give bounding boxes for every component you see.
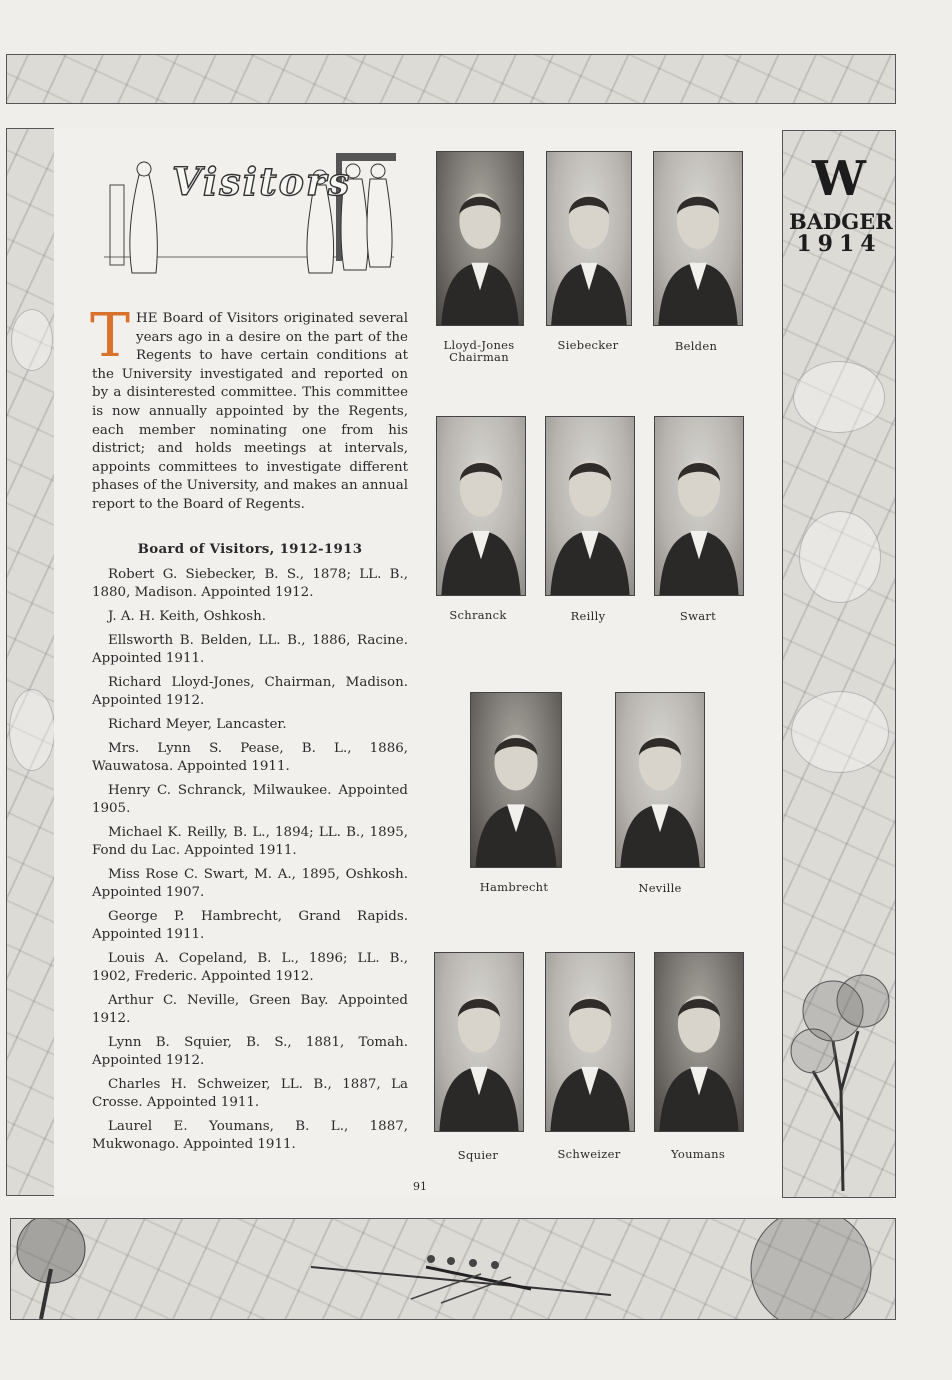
bottom-decorative-border — [10, 1218, 896, 1320]
badge-year: 1914 — [796, 231, 882, 257]
members-list — [92, 566, 408, 1160]
portrait-photo — [545, 952, 635, 1132]
list-item: Ellsworth B. Belden, LL. B., 1886, Racine. Appointed 1911. — [92, 633, 408, 666]
portrait-caption: Youmans — [670, 1147, 726, 1161]
badge-name: BADGER — [789, 209, 893, 234]
portrait-silhouette — [546, 417, 634, 595]
portrait-caption: Hambrecht — [479, 880, 549, 894]
list-item: Arthur C. Neville, Green Bay. Appointed 1912. — [92, 993, 408, 1026]
portrait-photo — [436, 151, 524, 326]
list-item: Laurel E. Youmans, B. L., 1887, Mukwonago. Appointed 1911. — [92, 1119, 408, 1152]
cloud-decoration — [791, 691, 889, 773]
page-number: 91 — [413, 1180, 427, 1193]
members-heading: Board of Visitors, 1912-1913 — [137, 541, 363, 557]
portrait-silhouette — [435, 953, 523, 1131]
portrait-caption: Belden — [674, 339, 718, 353]
portrait-name: Lloyd-Jones — [443, 338, 515, 352]
portrait-silhouette — [616, 693, 704, 867]
list-item: Michael K. Reilly, B. L., 1894; LL. B., 1895, Fond du Lac. Appointed 1911. — [92, 825, 408, 858]
portrait-caption: Swart — [679, 609, 717, 623]
right-decorative-border — [782, 130, 896, 1198]
list-item: Robert G. Siebecker, B. S., 1878; LL. B., 1880, Madison. Appointed 1912. — [92, 567, 408, 600]
portrait-caption: Schweizer — [557, 1147, 621, 1161]
portrait-silhouette — [655, 417, 743, 595]
portrait-photo — [654, 952, 744, 1132]
list-item: Richard Lloyd-Jones, Chairman, Madison. Appointed 1912. — [92, 675, 408, 708]
portrait-photo — [615, 692, 705, 868]
intro-paragraph — [90, 301, 408, 515]
cloud-decoration — [11, 309, 53, 371]
portrait-silhouette — [654, 152, 742, 325]
portrait-silhouette — [547, 152, 631, 325]
drop-cap: T — [90, 301, 131, 371]
list-item: Charles H. Schweizer, LL. B., 1887, La Crosse. Appointed 1911. — [92, 1077, 408, 1110]
list-item: George P. Hambrecht, Grand Rapids. Appointed 1911. — [92, 909, 408, 942]
portrait-silhouette — [655, 953, 743, 1131]
top-decorative-border — [6, 54, 896, 104]
list-item: J. A. H. Keith, Oshkosh. — [108, 609, 266, 624]
list-item: Henry C. Schranck, Milwaukee. Appointed 1905. — [92, 783, 408, 816]
portrait-silhouette — [471, 693, 561, 867]
portrait-photo — [545, 416, 635, 596]
portrait-photo — [434, 952, 524, 1132]
portrait-silhouette — [437, 417, 525, 595]
portrait-caption: Reilly — [570, 609, 606, 623]
cloud-decoration — [799, 511, 881, 603]
intro-text: HE Board of Visitors originated several years ago in a desire on the part of the Regents to have certain conditions at the University investigated and reported on by a disinterested committee. This committee is now annually appointed by the Regents, each member nominating one from his district; and holds meetings at intervals, appoints committees to investigate different phases of the University, and makes an annual report to the Board of Regents. — [92, 311, 408, 512]
list-item: Lynn B. Squier, B. S., 1881, Tomah. Appointed 1912. — [92, 1035, 408, 1068]
left-decorative-border — [6, 128, 56, 1196]
section-title: Visitors — [172, 159, 352, 204]
portrait-photo — [546, 151, 632, 326]
portrait-photo — [653, 151, 743, 326]
cloud-decoration — [9, 689, 55, 771]
cloud-decoration — [793, 361, 885, 433]
list-item: Richard Meyer, Lancaster. — [108, 717, 287, 732]
portrait-photo — [470, 692, 562, 868]
portrait-silhouette — [437, 152, 523, 325]
list-item: Miss Rose C. Swart, M. A., 1895, Oshkosh. Appointed 1907. — [92, 867, 408, 900]
portrait-silhouette — [546, 953, 634, 1131]
list-item: Louis A. Copeland, B. L., 1896; LL. B., 1902, Frederic. Appointed 1912. — [92, 951, 408, 984]
portrait-caption: Schranck — [449, 608, 507, 622]
portrait-caption: Squier — [457, 1148, 499, 1162]
portrait-photo — [654, 416, 744, 596]
visitors-header-illustration — [104, 145, 404, 280]
portrait-caption: Siebecker — [557, 338, 619, 352]
list-item: Mrs. Lynn S. Pease, B. L., 1886, Wauwatosa. Appointed 1911. — [92, 741, 408, 774]
tree-illustration — [783, 891, 895, 1191]
rowing-scene-illustration — [11, 1219, 895, 1319]
portrait-photo — [436, 416, 526, 596]
badge-letter: W — [812, 151, 866, 207]
portrait-role: Chairman — [449, 350, 509, 364]
portrait-caption — [426, 339, 532, 363]
portrait-caption: Neville — [638, 881, 682, 895]
